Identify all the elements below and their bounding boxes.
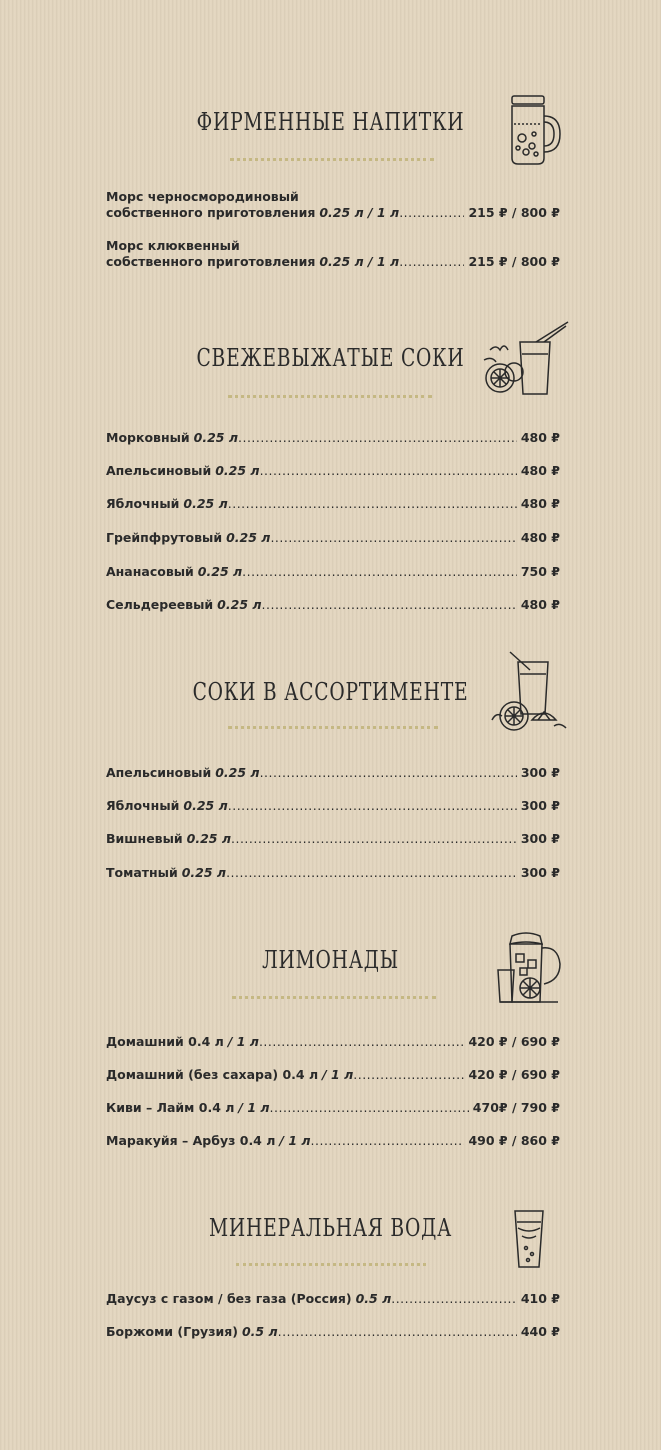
menu-item [106, 1291, 560, 1309]
menu-item [106, 205, 560, 223]
pitcher-icon [494, 930, 564, 1010]
menu-item-price: 480 ₽ [520, 530, 560, 545]
menu-item-volume: 0.25 л [217, 597, 262, 612]
menu-item [106, 831, 560, 849]
menu-item-price: 420 ₽ / 690 ₽ [468, 1067, 560, 1082]
menu-item-name: Яблочный [106, 798, 180, 813]
section-title: МИНЕРАЛЬНАЯ ВОДА [208, 1214, 453, 1242]
water-glass-icon [512, 1208, 546, 1270]
dot-leader [259, 1034, 465, 1049]
menu-item-volume: 0.25 л [197, 564, 243, 579]
menu-item-name: Яблочный [106, 496, 180, 511]
menu-item [106, 463, 560, 481]
menu-item [106, 597, 560, 615]
menu-item-volume: 0.5 л [355, 1291, 392, 1306]
menu-item-name-line1: Морс клюквенный [106, 238, 240, 253]
menu-item-volume: 0.25 л [215, 765, 260, 780]
section-title: СОКИ В АССОРТИМЕНТЕ [192, 678, 469, 706]
dot-leader [226, 865, 517, 880]
dot-leader [260, 463, 517, 478]
divider [228, 395, 432, 398]
dot-leader [391, 1291, 517, 1306]
menu-item-price: 470₽ / 790 ₽ [472, 1100, 560, 1115]
menu-item [106, 1100, 560, 1118]
juice-glass-orange-slices-icon [488, 650, 570, 740]
menu-item-name: Киви – Лайм 0.4 л [106, 1100, 235, 1115]
menu-item [106, 1133, 560, 1151]
menu-item-name: Боржоми (Грузия) [106, 1324, 238, 1339]
menu-item-price: 300 ₽ [520, 765, 560, 780]
menu-item-price: 215 ₽ / 800 ₽ [468, 254, 560, 269]
menu-item [106, 1324, 560, 1342]
mason-jar-icon [504, 94, 564, 168]
menu-item [106, 1034, 560, 1052]
menu-item-name: собственного приготовления [106, 205, 316, 220]
menu-item-price: 490 ₽ / 860 ₽ [468, 1133, 560, 1148]
menu-item-name: Апельсиновый [106, 765, 212, 780]
dot-leader [242, 564, 517, 579]
divider [230, 158, 434, 161]
menu-item-volume: 0.25 л [183, 798, 228, 813]
divider [236, 1263, 426, 1266]
menu-item-volume: / 1 л [238, 1100, 270, 1115]
menu-item [106, 798, 560, 816]
menu-item-volume: 0.25 л [186, 831, 232, 846]
menu-item-name-line1: Морс черносмородиновый [106, 189, 299, 204]
menu-item-name: Маракуйя – Арбуз 0.4 л [106, 1133, 276, 1148]
menu-item-name: Апельсиновый [106, 463, 212, 478]
menu-item-price: 480 ₽ [520, 463, 560, 478]
dot-leader [238, 430, 517, 445]
menu-item-name: Даусуз с газом / без газа (Россия) [106, 1291, 352, 1306]
dot-leader [262, 597, 517, 612]
menu-item-volume: / 1 л [279, 1133, 311, 1148]
dot-leader [399, 254, 464, 269]
section-title: ФИРМЕННЫЕ НАПИТКИ [196, 108, 465, 136]
divider [228, 726, 438, 729]
menu-item-volume: 0.5 л [241, 1324, 278, 1339]
menu-item [106, 530, 560, 548]
menu-item-volume: 0.25 л [181, 865, 227, 880]
menu-item-volume: 0.25 л / 1 л [319, 254, 400, 269]
menu-item-price: 480 ₽ [520, 430, 560, 445]
menu-item [106, 564, 560, 582]
menu-item [106, 496, 560, 514]
menu-item-name: Томатный [106, 865, 178, 880]
menu-item [106, 765, 560, 783]
menu-item-name: Морковный [106, 430, 190, 445]
menu-item-volume: 0.25 л [215, 463, 260, 478]
menu-item-name: Грейпфрутовый [106, 530, 223, 545]
menu-item [106, 865, 560, 883]
menu-item-price: 420 ₽ / 690 ₽ [468, 1034, 560, 1049]
dot-leader [270, 1100, 469, 1115]
menu-item-volume: 0.25 л [193, 430, 239, 445]
menu-item-volume: / 1 л [322, 1067, 354, 1082]
menu-item-name: Ананасовый [106, 564, 194, 579]
menu-item-price: 410 ₽ [520, 1291, 560, 1306]
menu-item-price: 300 ₽ [520, 798, 560, 813]
menu-item-name: Домашний 0.4 л [106, 1034, 224, 1049]
dot-leader [311, 1133, 465, 1148]
dot-leader [270, 530, 516, 545]
dot-leader [228, 798, 517, 813]
section-title: СВЕЖЕВЫЖАТЫЕ СОКИ [196, 344, 465, 372]
menu-item-volume: 0.25 л [183, 496, 228, 511]
menu-item-price: 215 ₽ / 800 ₽ [468, 205, 560, 220]
dot-leader [278, 1324, 517, 1339]
menu-item-name: Вишневый [106, 831, 183, 846]
menu-item-price: 300 ₽ [520, 865, 560, 880]
menu-item-name: Сельдереевый [106, 597, 214, 612]
menu-item-price: 300 ₽ [520, 831, 560, 846]
menu-item-price: 480 ₽ [520, 597, 560, 612]
menu-item-price: 440 ₽ [520, 1324, 560, 1339]
dot-leader [228, 496, 517, 511]
menu-item [106, 1067, 560, 1085]
dot-leader [231, 831, 517, 846]
juice-glass-citrus-icon [478, 316, 570, 400]
dot-leader [353, 1067, 464, 1082]
menu-item [106, 430, 560, 448]
menu-item-volume: 0.25 л [226, 530, 271, 545]
divider [232, 996, 436, 999]
dot-leader [260, 765, 517, 780]
menu-item-name: собственного приготовления [106, 254, 316, 269]
menu-item-volume: / 1 л [227, 1034, 259, 1049]
menu-item [106, 254, 560, 272]
dot-leader [399, 205, 464, 220]
menu-item-volume: 0.25 л / 1 л [319, 205, 400, 220]
menu-item-price: 480 ₽ [520, 496, 560, 511]
menu-item-price: 750 ₽ [520, 564, 560, 579]
section-title: ЛИМОНАДЫ [262, 946, 399, 974]
menu-item-name: Домашний (без сахара) 0.4 л [106, 1067, 319, 1082]
